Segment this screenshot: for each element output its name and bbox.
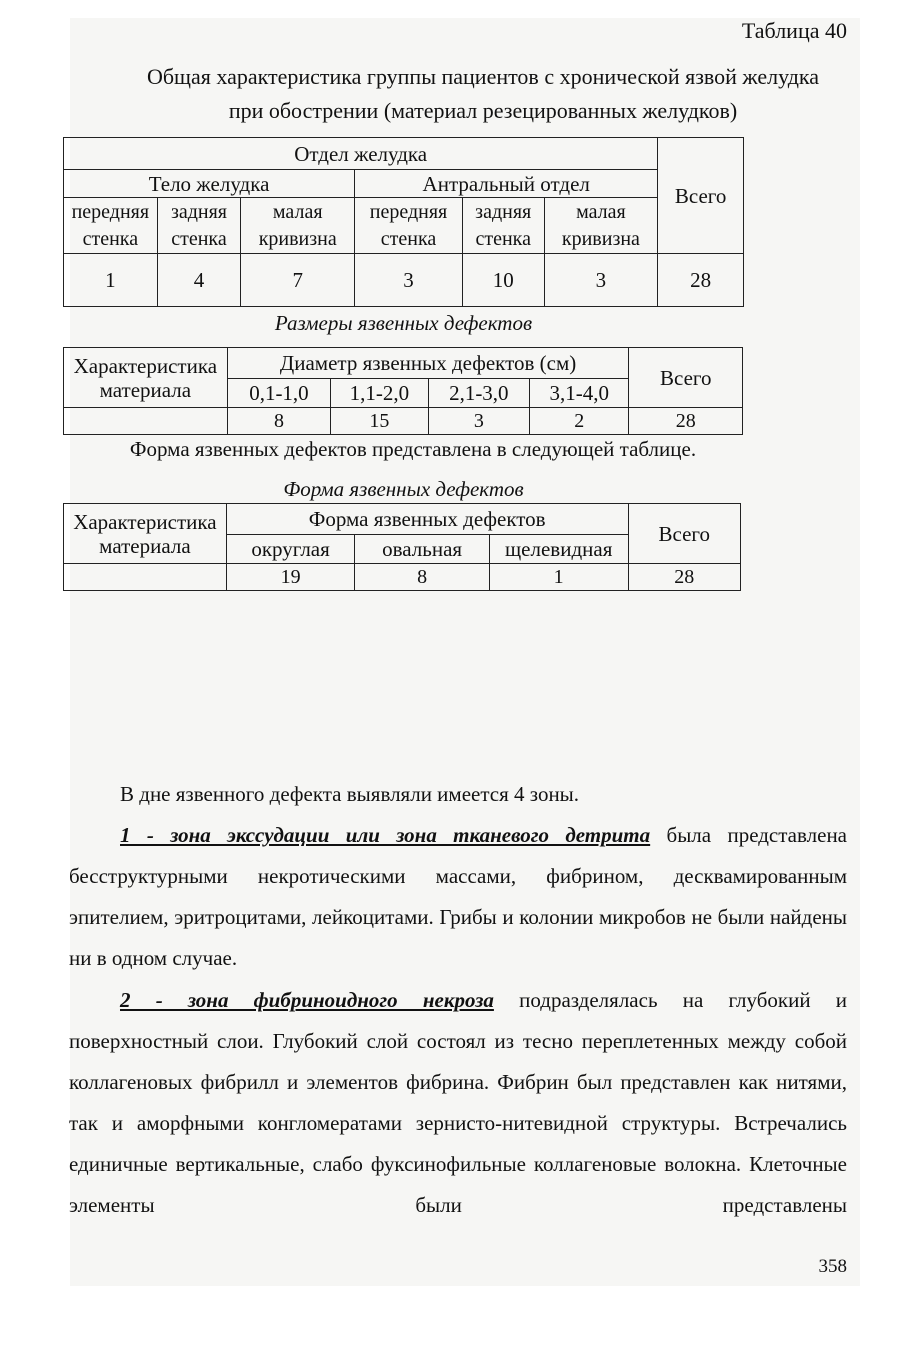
header-total: Всего	[628, 504, 740, 564]
table-cell: 7	[241, 254, 355, 307]
col-posterior-wall-1: задняя стенка	[157, 198, 241, 254]
header-stomach-section: Отдел желудка	[64, 138, 658, 170]
table-cell: 19	[226, 564, 355, 591]
table-cell: 1	[489, 564, 628, 591]
col-size-range: 2,1-3,0	[428, 379, 529, 408]
col-shape: щелевидная	[489, 535, 628, 564]
header-total: Всего	[658, 138, 744, 254]
table-cell: 1	[64, 254, 158, 307]
zone2-heading: 2 - зона фибриноидного некроза	[120, 988, 494, 1012]
table-cell: 15	[331, 408, 428, 435]
table-cell: 3	[355, 254, 463, 307]
page-number: 358	[818, 1256, 847, 1277]
zone1-heading: 1 - зона экссудации или зона тканевого детрита	[120, 823, 651, 847]
table-cell	[64, 564, 227, 591]
table-cell: 28	[629, 408, 743, 435]
sizes-caption: Размеры язвенных дефектов	[274, 311, 533, 335]
header-total: Всего	[629, 348, 743, 408]
header-diameter: Диаметр язвенных дефектов (см)	[227, 348, 629, 379]
shape-intro-text: Форма язвенных дефектов представлена в следующей таблице.	[129, 437, 697, 461]
table-cell: 8	[227, 408, 330, 435]
table-cell: 10	[462, 254, 544, 307]
shape-table	[63, 503, 741, 591]
paragraph-zone2-line1: 2 - зона фибриноидного некроза подразделялась на глубокий и	[120, 988, 848, 1012]
col-lesser-curvature-2: малая кривизна	[544, 198, 658, 254]
table-number: Таблица 40	[741, 18, 847, 43]
header-shape: Форма язвенных дефектов	[226, 504, 628, 535]
sizes-table	[63, 347, 743, 435]
paragraph-zone1-line1: 1 - зона экссудации или зона тканевого детрита была представлена	[120, 823, 848, 847]
header-body: Тело желудка	[64, 170, 355, 198]
col-size-range: 0,1-1,0	[227, 379, 330, 408]
table-cell: 8	[355, 564, 489, 591]
row-header-material: Характеристика материала	[64, 348, 228, 408]
table-cell	[64, 408, 228, 435]
table-cell: 3	[544, 254, 658, 307]
table-cell: 4	[157, 254, 241, 307]
col-posterior-wall-2: задняя стенка	[462, 198, 544, 254]
paragraph-zone1-rest: бесструктурными некротическими массами, фибрином, десквамированным эпителием, эритроцитами, лейкоцитами. Грибы и колонии микробов не были найдены ни в одном случае.	[69, 864, 847, 970]
col-lesser-curvature-1: малая кривизна	[241, 198, 355, 254]
location-table	[63, 137, 744, 307]
col-shape: овальная	[355, 535, 489, 564]
table-cell: 28	[628, 564, 740, 591]
col-size-range: 3,1-4,0	[530, 379, 629, 408]
col-shape: округлая	[226, 535, 355, 564]
col-anterior-wall-2: передняя стенка	[355, 198, 463, 254]
paragraph-zone2-rest: поверхностный слои. Глубокий слой состоял из тесно переплетенных между собой коллагеновых фибрилл и элементов фибрина. Фибрин был представлен как нитями, так и аморфными конгломератами зернисто-нитевидной структуры. Встречались единичные вертикальные, слабо фуксинофильные коллагеновые волокна. Клеточные элементы были представлены	[69, 1029, 847, 1217]
table-title-line-1: Общая характеристика группы пациентов с хронической язвой желудка	[146, 64, 820, 89]
shape-caption: Форма язвенных дефектов	[283, 477, 524, 501]
row-header-material: Характеристика материала	[64, 504, 227, 564]
col-anterior-wall-1: передняя стенка	[64, 198, 158, 254]
paragraph-zones: В дне язвенного дефекта выявляли имеется 4 зоны.	[120, 782, 580, 806]
col-size-range: 1,1-2,0	[331, 379, 428, 408]
header-antral: Антральный отдел	[355, 170, 658, 198]
table-cell: 28	[658, 254, 744, 307]
table-cell: 2	[530, 408, 629, 435]
table-cell: 3	[428, 408, 529, 435]
table-title-line-2: при обострении (материал резецированных желудков)	[228, 98, 738, 123]
